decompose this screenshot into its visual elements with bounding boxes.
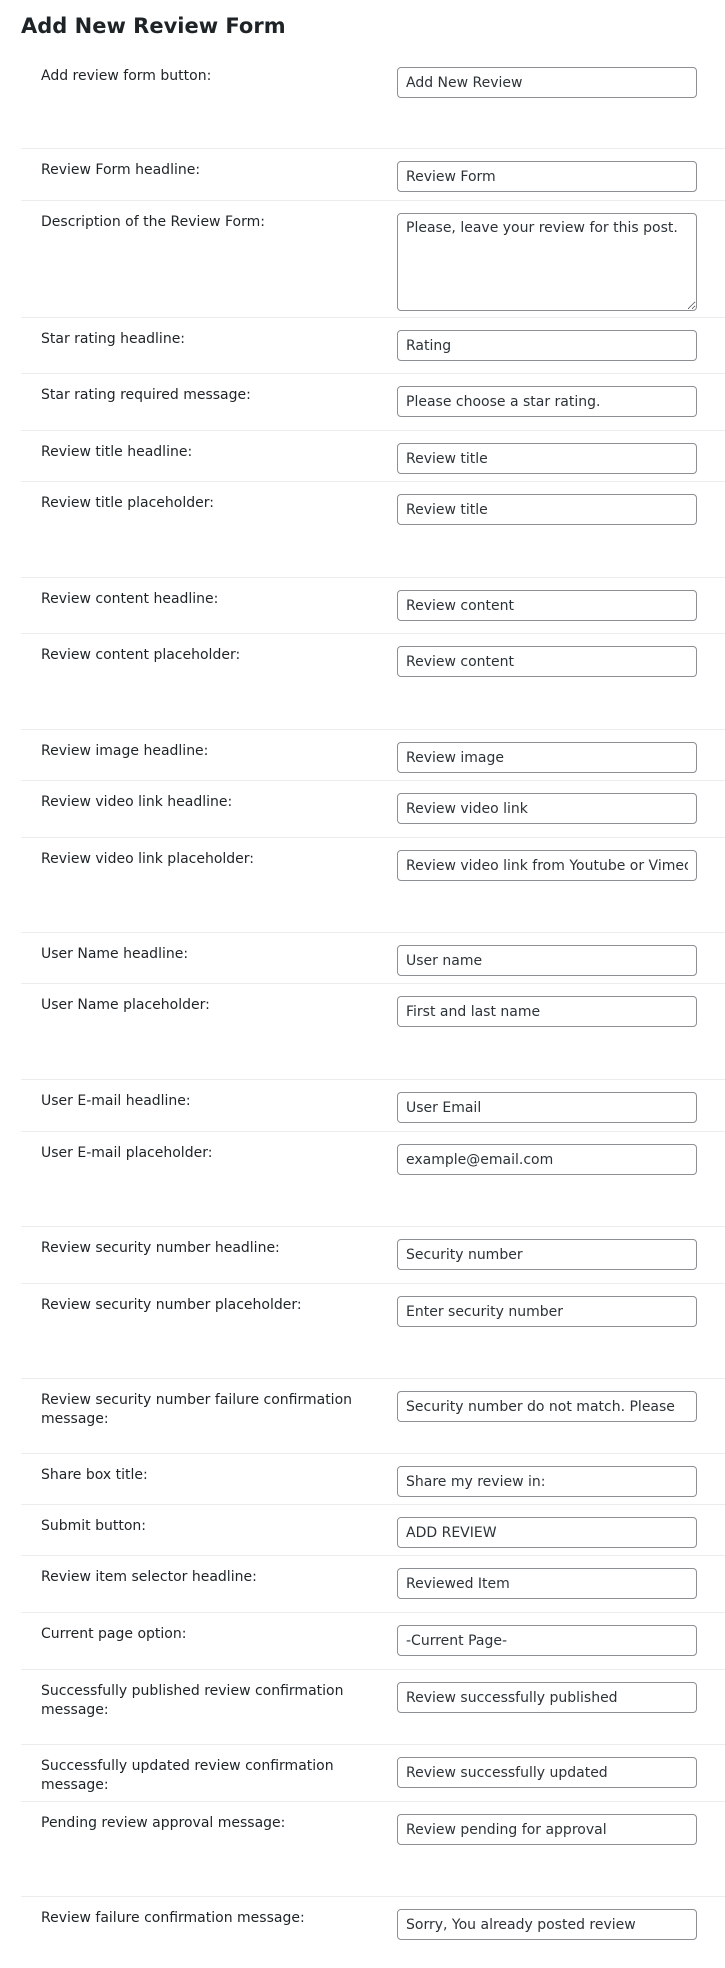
field-label: Share box title:	[41, 1467, 148, 1483]
share-box-title-input[interactable]	[397, 1466, 697, 1497]
row-review-video-link-headline	[21, 781, 725, 838]
field-label: Pending review approval message:	[41, 1815, 286, 1831]
row-submit-button	[21, 1505, 725, 1556]
row-review-title-placeholder	[21, 482, 725, 578]
field-label: Review image headline:	[41, 743, 209, 759]
row-review-title-headline	[21, 431, 725, 482]
row-published-confirmation-message	[21, 1670, 725, 1745]
field-label: User Name headline:	[41, 946, 189, 962]
row-current-page-option	[21, 1613, 725, 1670]
field-label: Submit button:	[41, 1518, 147, 1534]
row-review-item-selector-headline	[21, 1556, 725, 1613]
user-email-headline-input[interactable]	[397, 1092, 697, 1123]
field-label: Current page option:	[41, 1626, 187, 1642]
field-label: Add review form button:	[41, 68, 212, 84]
field-label: Review video link headline:	[41, 794, 233, 810]
field-label: User Name placeholder:	[41, 997, 210, 1013]
review-form-headline-input[interactable]	[397, 161, 697, 192]
submit-button-text-input[interactable]	[397, 1517, 697, 1548]
row-review-form-headline	[21, 149, 725, 201]
row-security-number-placeholder	[21, 1284, 725, 1379]
row-review-video-link-placeholder	[21, 838, 725, 933]
field-label: Review item selector headline:	[41, 1569, 257, 1585]
field-label: Review content placeholder:	[41, 647, 241, 663]
field-label: Successfully published review confirmation message:	[41, 1683, 344, 1718]
security-number-placeholder-input[interactable]	[397, 1296, 697, 1327]
star-rating-required-message-input[interactable]	[397, 386, 697, 417]
row-review-image-headline	[21, 730, 725, 781]
field-label: Star rating headline:	[41, 331, 186, 347]
review-video-link-placeholder-input[interactable]	[397, 850, 697, 881]
field-label: Description of the Review Form:	[41, 214, 265, 230]
review-content-placeholder-input[interactable]	[397, 646, 697, 677]
review-title-headline-input[interactable]	[397, 443, 697, 474]
row-review-content-headline	[21, 578, 725, 634]
row-user-name-headline	[21, 933, 725, 984]
field-label: Review failure confirmation message:	[41, 1910, 305, 1926]
updated-confirmation-message-input[interactable]	[397, 1757, 697, 1788]
review-image-headline-input[interactable]	[397, 742, 697, 773]
current-page-option-input[interactable]	[397, 1625, 697, 1656]
field-label: Successfully updated review confirmation message:	[41, 1758, 334, 1793]
page-title: Add New Review Form	[21, 14, 286, 38]
row-security-number-headline	[21, 1227, 725, 1284]
review-item-selector-headline-input[interactable]	[397, 1568, 697, 1599]
review-video-link-headline-input[interactable]	[397, 793, 697, 824]
field-label: Star rating required message:	[41, 387, 251, 403]
user-email-placeholder-input[interactable]	[397, 1144, 697, 1175]
row-user-email-placeholder	[21, 1132, 725, 1227]
field-label: User E-mail headline:	[41, 1093, 191, 1109]
row-add-review-button	[21, 55, 725, 149]
row-updated-confirmation-message	[21, 1745, 725, 1802]
published-confirmation-message-input[interactable]	[397, 1682, 697, 1713]
settings-table	[21, 55, 725, 1957]
security-number-failure-message-input[interactable]	[397, 1391, 697, 1422]
row-user-email-headline	[21, 1080, 725, 1132]
security-number-headline-input[interactable]	[397, 1239, 697, 1270]
field-label: Review content headline:	[41, 591, 219, 607]
field-label: Review title headline:	[41, 444, 193, 460]
field-label: Review security number headline:	[41, 1240, 280, 1256]
field-label: Review video link placeholder:	[41, 851, 255, 867]
field-label: User E-mail placeholder:	[41, 1145, 213, 1161]
field-label: Review security number placeholder:	[41, 1297, 302, 1313]
row-star-rating-headline	[21, 318, 725, 374]
row-share-box-title	[21, 1454, 725, 1505]
row-star-rating-required-message	[21, 374, 725, 431]
user-name-placeholder-input[interactable]	[397, 996, 697, 1027]
field-label: Review security number failure confirmation message:	[41, 1392, 353, 1427]
review-content-headline-input[interactable]	[397, 590, 697, 621]
review-failure-message-input[interactable]	[397, 1909, 697, 1940]
add-review-button-text-input[interactable]	[397, 67, 697, 98]
row-user-name-placeholder	[21, 984, 725, 1080]
row-review-form-description	[21, 201, 725, 318]
row-review-content-placeholder	[21, 634, 725, 730]
pending-approval-message-input[interactable]	[397, 1814, 697, 1845]
field-label: Review Form headline:	[41, 162, 201, 178]
review-title-placeholder-input[interactable]	[397, 494, 697, 525]
star-rating-headline-input[interactable]	[397, 330, 697, 361]
user-name-headline-input[interactable]	[397, 945, 697, 976]
field-label: Review title placeholder:	[41, 495, 214, 511]
row-review-failure-message	[21, 1897, 725, 1957]
row-security-number-failure-message	[21, 1379, 725, 1454]
row-pending-approval-message	[21, 1802, 725, 1897]
review-form-description-textarea[interactable]	[397, 213, 697, 311]
